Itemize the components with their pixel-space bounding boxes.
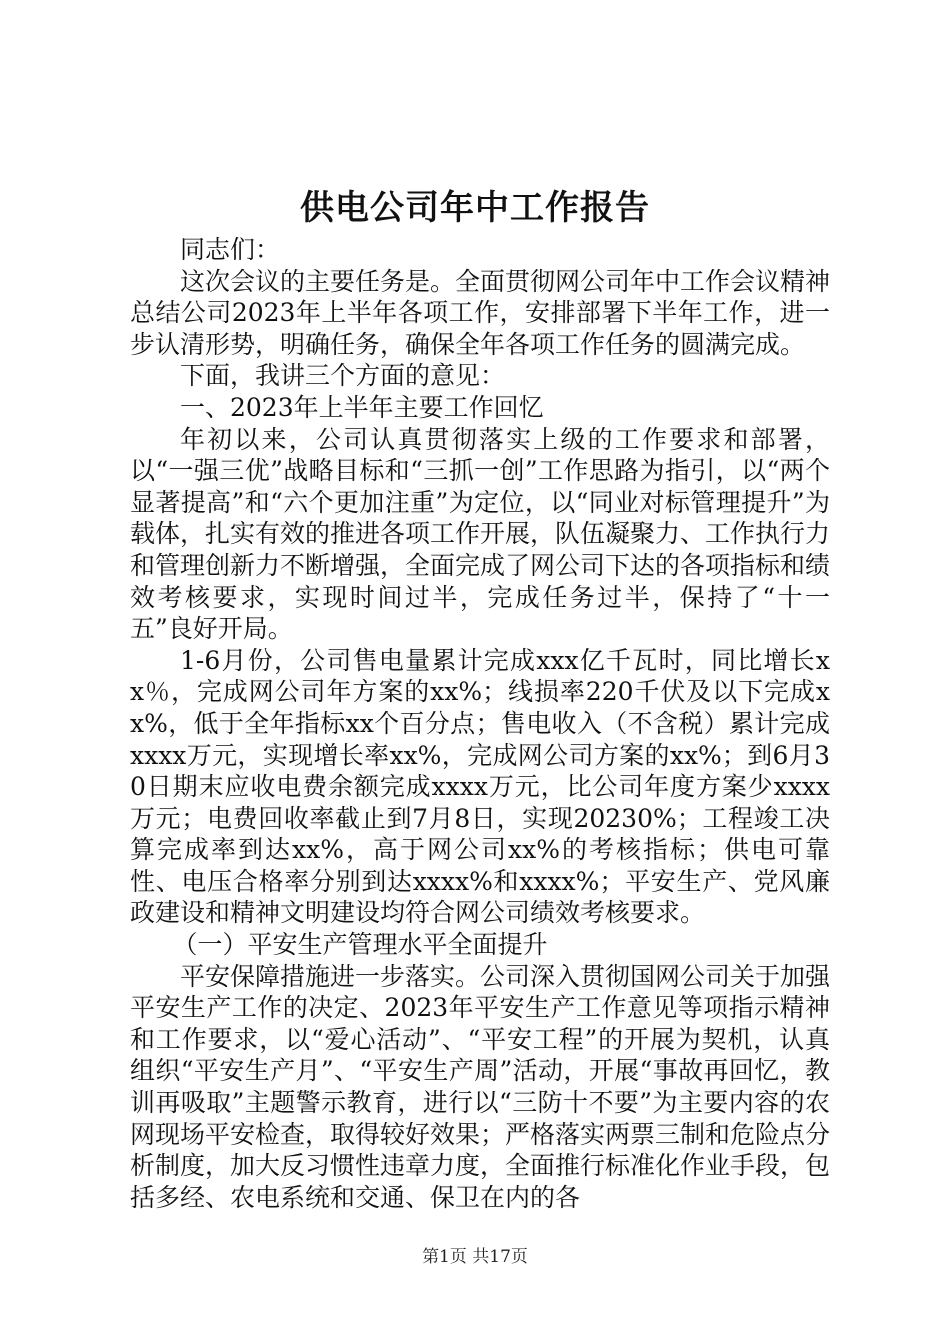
salutation: 同志们： bbox=[180, 235, 281, 264]
page-number-footer: 第1页 共17页 bbox=[422, 1247, 528, 1267]
paragraph-safety: 平安保障措施进一步落实。公司深入贯彻国网公司关于加强平安生产工作的决定、2023年平安生产工作意见等项指示精神和工作要求，以“爱心活动”、“平安工程”的开展为契机，认真组织“平安生产月”、“平安生产周”活动，开展“事故再回忆，教训再吸取”主题警示教育，进行以“三防十不要”为主要内容的农网现场平安检查，取得较好效果；严格落实两票三制和危险点分析制度，加大反习惯性违章力度，全面推行标准化作业手段，包括多经、农电系统和交通、保卫在内的各 bbox=[130, 961, 831, 1212]
paragraph-review: 年初以来，公司认真贯彻落实上级的工作要求和部署，以“一强三优”战略目标和“三抓一创”工作思路为指引，以“两个显著提高”和“六个更加注重”为定位，以“同业对标管理提升”为载体，扎实有效的推进各项工作开展，队伍凝聚力、工作执行力和管理创新力不断增强，全面完成了网公司下达的各项指标和绩效考核要求，实现时间过半，完成任务过半，保持了“十一五”良好开局。 bbox=[130, 424, 831, 644]
document-body bbox=[130, 234, 830, 1213]
section-heading-1: 一、2023年上半年主要工作回忆 bbox=[180, 392, 544, 422]
subsection-heading-1: （一）平安生产管理水平全面提升 bbox=[172, 930, 548, 960]
paragraph-outline: 下面，我讲三个方面的意见： bbox=[180, 361, 506, 391]
document-title: 供电公司年中工作报告 bbox=[300, 188, 650, 228]
paragraph-intro: 这次会议的主要任务是。全面贯彻网公司年中工作会议精神总结公司2023年上半年各项工作，安排部署下半年工作，进一步认清形势，明确任务，确保全年各项工作任务的圆满完成。 bbox=[130, 266, 831, 359]
paragraph-metrics: 1-6月份，公司售电量累计完成xxx亿千瓦时，同比增长xx％，完成网公司年方案的xx%；线损率220千伏及以下完成xx%，低于全年指标xx个百分点；售电收入（不含税）累计完成xxxx万元，实现增长率xx%，完成网公司方案的xx%；到6月30日期末应收电费余额完成xxxx万元，比公司年度方案少xxxx万元；电费回收率截止到7月8日，实现20230%；工程竣工决算完成率到达xx%，高于网公司xx%的考核指标；供电可靠性、电压合格率分别到达xxxx%和xxxx%；平安生产、党风廉政建设和精神文明建设均符合网公司绩效考核要求。 bbox=[130, 645, 830, 928]
